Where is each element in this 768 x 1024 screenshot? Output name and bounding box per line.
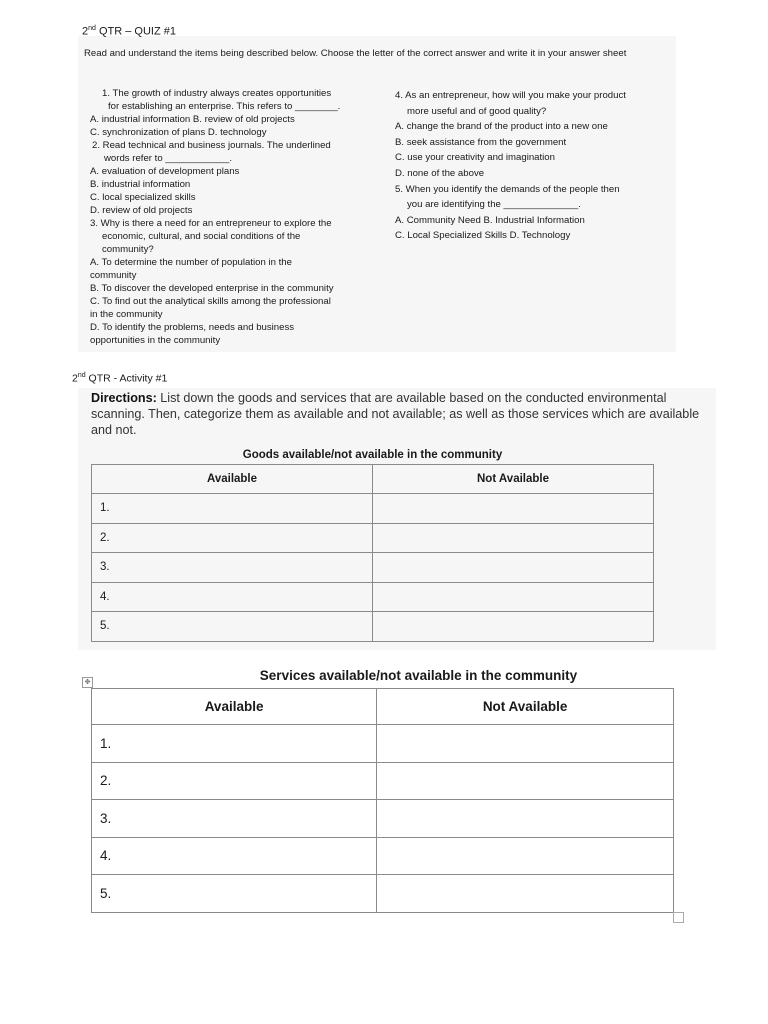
header-not-available: Not Available	[373, 465, 654, 494]
table-row	[92, 762, 674, 800]
quiz-line: in the community	[90, 309, 163, 320]
quiz-instructions: Read and understand the items being described below. Choose the letter of the correct answer and write it in your answer sheet	[84, 48, 627, 59]
quiz-line: C. Local Specialized Skills D. Technology	[395, 230, 571, 242]
table-row	[92, 800, 674, 838]
quiz-line: 3. Why is there a need for an entrepreneur to explore the	[90, 218, 332, 229]
services-table	[91, 688, 674, 913]
table-row	[92, 875, 674, 913]
activity-title: 2nd QTR - Activity #1	[72, 372, 168, 385]
quiz-line: 1. The growth of industry always creates opportunities	[102, 88, 332, 99]
empty-cell	[377, 875, 674, 913]
table-row	[92, 494, 654, 524]
quiz-line: for establishing an enterprise. This refers to ________.	[108, 101, 341, 112]
row-number: 5.	[92, 875, 377, 913]
quiz-line: community?	[102, 244, 154, 255]
empty-cell	[377, 725, 674, 763]
table-row	[92, 553, 654, 583]
table-row	[92, 725, 674, 763]
quiz-line: C. use your creativity and imagination	[395, 152, 555, 164]
table-row	[92, 523, 654, 553]
row-number: 3.	[92, 800, 377, 838]
quiz-line: B. industrial information	[90, 179, 191, 190]
quiz-title: 2nd QTR – QUIZ #1	[82, 25, 176, 38]
directions-label: Directions:	[91, 391, 157, 405]
table-resize-handle-icon[interactable]	[673, 912, 684, 923]
table-header-row	[92, 689, 674, 725]
quiz-line: C. local specialized skills	[90, 192, 196, 203]
directions-text: List down the goods and services that are available based on the conducted environmental scanning. Then, categorize them as available and not available; as well as those services which are available and not.	[91, 391, 700, 437]
header-not-available: Not Available	[377, 689, 674, 725]
quiz-line: economic, cultural, and social conditions of the	[102, 231, 301, 242]
table-row	[92, 612, 654, 642]
goods-table	[91, 464, 654, 642]
services-table-caption: Services available/not available in the community	[259, 668, 578, 683]
row-number: 4.	[92, 582, 373, 612]
row-number: 1.	[92, 494, 373, 524]
quiz-line: A. industrial information B. review of old projects	[90, 114, 295, 125]
goods-table-caption: Goods available/not available in the community	[242, 449, 503, 461]
quiz-line: opportunities in the community	[90, 335, 221, 346]
quiz-left-column	[90, 87, 340, 347]
activity-directions	[91, 390, 719, 438]
table-header-row	[92, 465, 654, 494]
empty-cell	[373, 553, 654, 583]
quiz-line: A. Community Need B. Industrial Information	[395, 214, 585, 226]
empty-cell	[373, 494, 654, 524]
quiz-line: C. synchronization of plans D. technology	[90, 127, 267, 138]
quiz-line: community	[90, 270, 137, 281]
empty-cell	[377, 837, 674, 875]
empty-cell	[373, 523, 654, 553]
row-number: 3.	[92, 553, 373, 583]
quiz-line: D. To identify the problems, needs and business	[90, 322, 295, 333]
empty-cell	[373, 582, 654, 612]
empty-cell	[377, 762, 674, 800]
quiz-line: you are identifying the ______________.	[407, 199, 581, 211]
row-number: 2.	[92, 762, 377, 800]
table-row	[92, 837, 674, 875]
empty-cell	[377, 800, 674, 838]
row-number: 1.	[92, 725, 377, 763]
empty-cell	[373, 612, 654, 642]
quiz-line: 2. Read technical and business journals. The underlined	[92, 140, 331, 151]
quiz-line: A. evaluation of development plans	[90, 166, 240, 177]
header-available: Available	[92, 465, 373, 494]
quiz-line: more useful and of good quality?	[407, 105, 547, 117]
table-row	[92, 582, 654, 612]
quiz-line: A. To determine the number of population in the	[90, 257, 292, 268]
quiz-line: words refer to ____________.	[104, 153, 233, 164]
quiz-line: 5. When you identify the demands of the people then	[395, 183, 620, 195]
row-number: 2.	[92, 523, 373, 553]
row-number: 5.	[92, 612, 373, 642]
quiz-line: 4. As an entrepreneur, how will you make your product	[395, 90, 626, 101]
row-number: 4.	[92, 837, 377, 875]
quiz-line: C. To find out the analytical skills among the professional	[90, 296, 331, 307]
table-move-handle-icon[interactable]: ✥	[82, 677, 93, 688]
quiz-line: B. seek assistance from the government	[395, 136, 567, 148]
header-available: Available	[92, 689, 377, 725]
quiz-right-column	[395, 88, 626, 244]
quiz-line: A. change the brand of the product into a new one	[395, 121, 608, 133]
quiz-line: B. To discover the developed enterprise in the community	[90, 283, 334, 294]
quiz-line: D. review of old projects	[90, 205, 193, 216]
quiz-line: D. none of the above	[395, 167, 485, 179]
